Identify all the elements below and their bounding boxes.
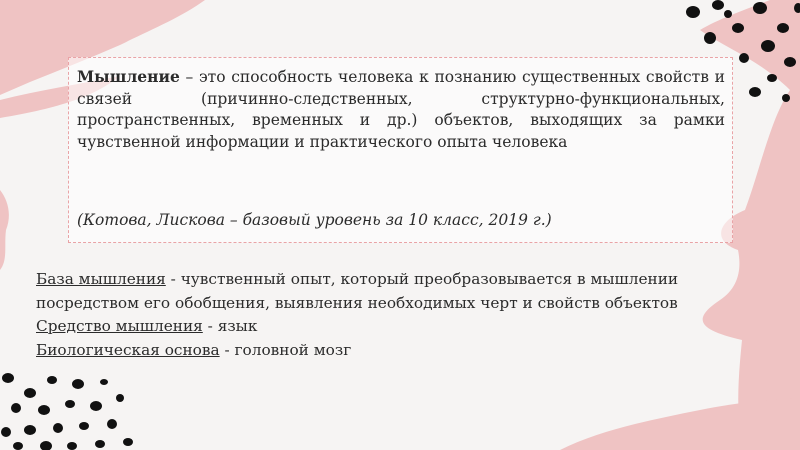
citation: (Котова, Лискова – базовый уровень за 10 класс, 2019 г.) bbox=[77, 211, 552, 229]
pink-brush-bottom-right bbox=[560, 398, 800, 450]
definition-term: Мышление bbox=[77, 67, 180, 86]
definition-body: – это способность человека к познанию существенных свойств и связей (причинно-следственных, структурно-функциональных, пространственных, временных и др.) объектов, выходящих за рамки чувственной информации и практического опыта человека bbox=[77, 68, 725, 151]
point-term: База мышления bbox=[36, 270, 166, 288]
point-text: - чувственный опыт, который преобразовывается в мышлении посредством его обобщения, выявления необходимых черт и свойств объектов bbox=[36, 270, 679, 312]
definition-box bbox=[68, 57, 733, 243]
point-term: Средство мышления bbox=[36, 317, 203, 335]
point-thinking-means bbox=[36, 315, 776, 339]
point-term: Биологическая основа bbox=[36, 340, 220, 359]
point-text: - головной мозг bbox=[219, 340, 352, 359]
point-thinking-base bbox=[36, 268, 776, 315]
dots-bottom-left bbox=[1, 373, 133, 450]
key-points bbox=[36, 268, 776, 362]
pink-brush-left-mid bbox=[0, 190, 9, 270]
definition-text bbox=[77, 66, 725, 153]
point-text: - язык bbox=[202, 317, 258, 335]
point-biological-basis bbox=[36, 339, 776, 363]
